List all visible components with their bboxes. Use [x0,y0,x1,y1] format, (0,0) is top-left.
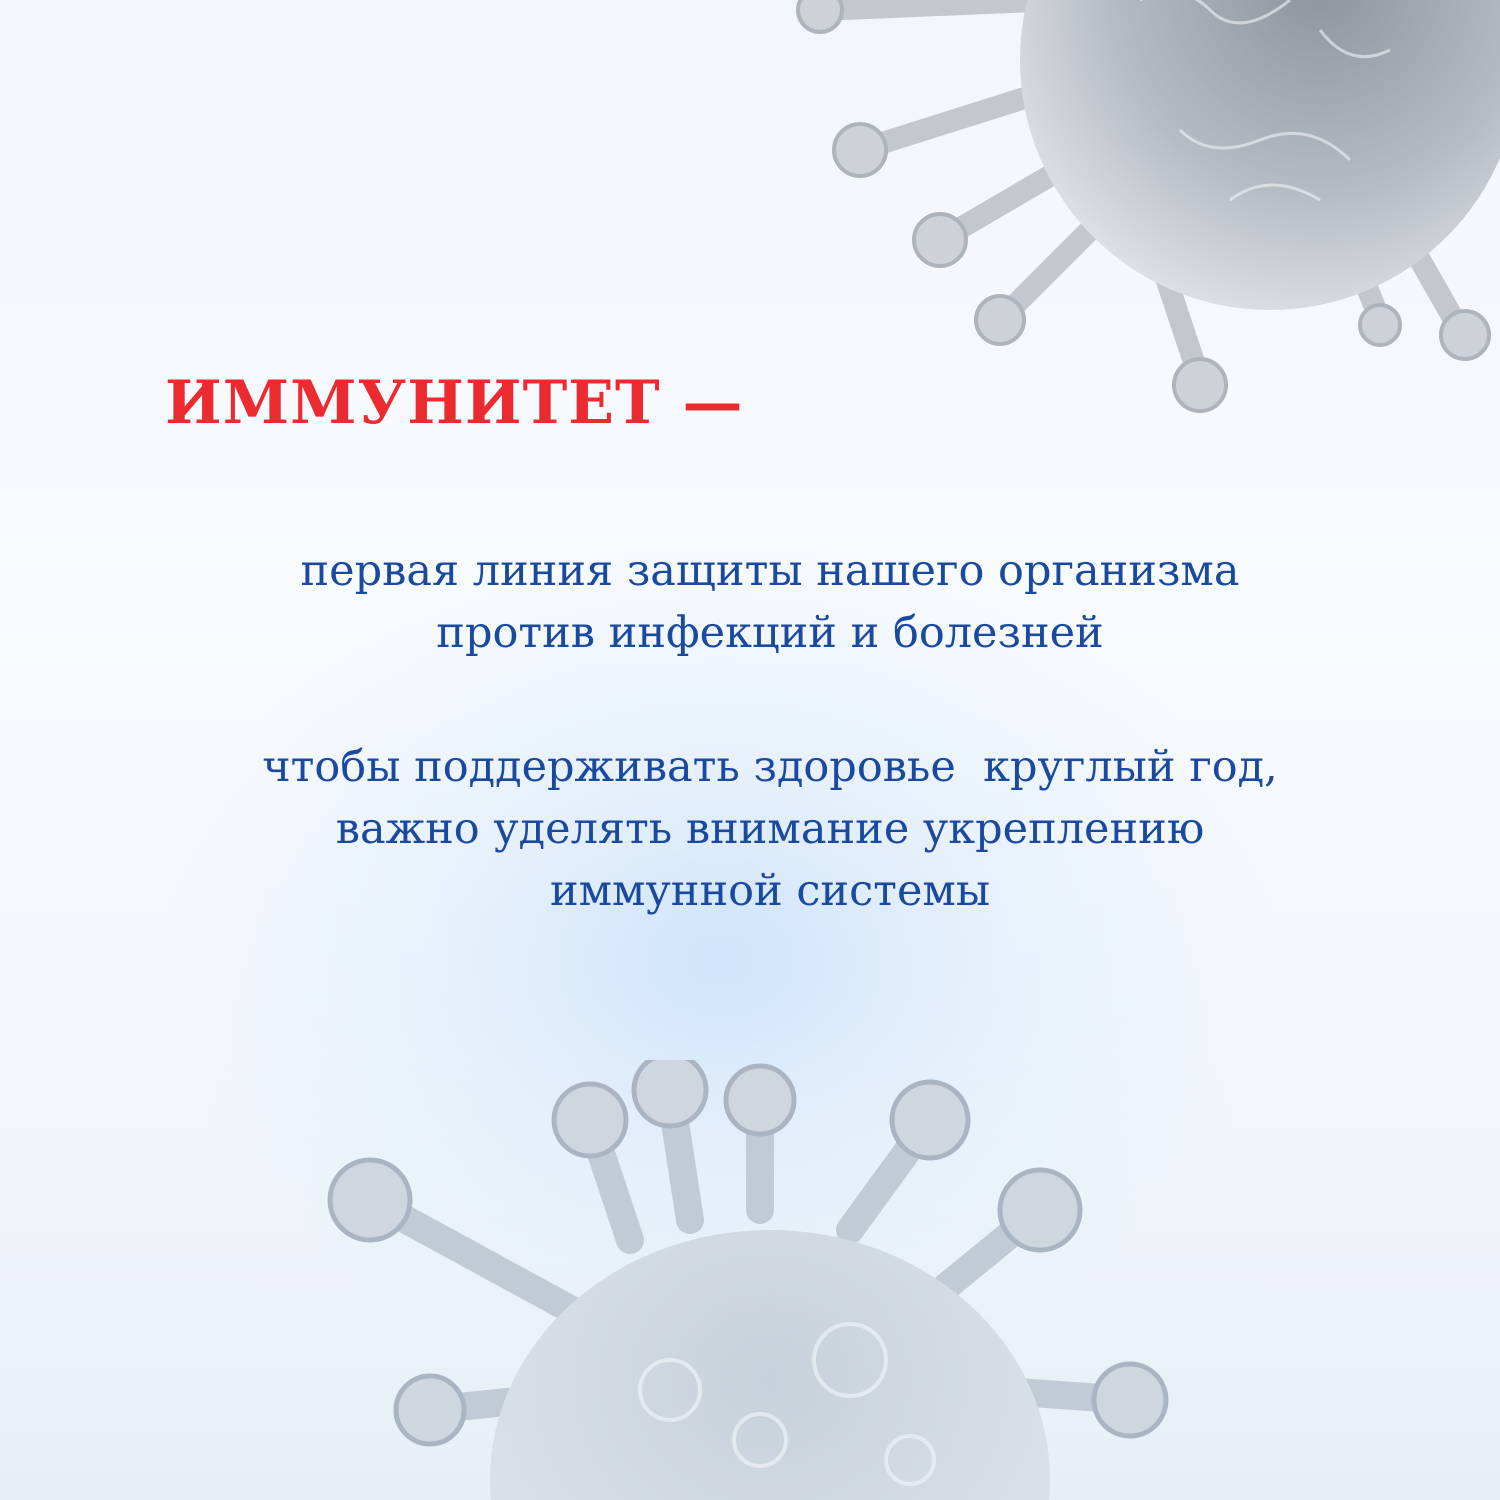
advice-line-3: иммунной системы [549,866,991,916]
definition-line-1: первая линия защиты нашего организма [300,546,1240,596]
advice-line-1: чтобы поддерживать здоровье круглый год, [262,742,1278,792]
definition-line-2: против инфекций и болезней [436,608,1104,658]
virus-illustration-bottom [290,1060,1210,1500]
definition-paragraph [0,540,1500,664]
advice-line-2: важно уделять внимание укреплению [335,804,1205,854]
advice-paragraph [0,736,1500,922]
virus-illustration-top [760,0,1500,440]
headline: ИММУНИТЕТ — [165,368,744,438]
